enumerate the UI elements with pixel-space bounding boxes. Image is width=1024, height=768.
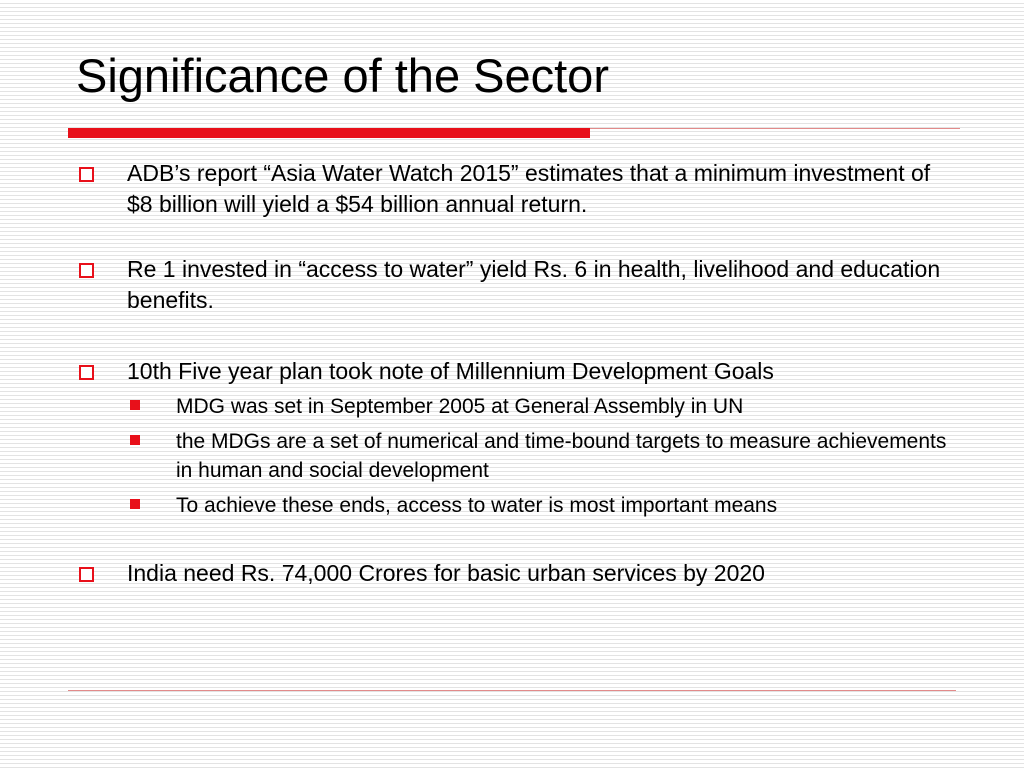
sub-bullet-text: the MDGs are a set of numerical and time-bound targets to measure achievements in human and social development	[176, 430, 947, 482]
bullet-item	[76, 558, 956, 589]
sub-bullet-text: To achieve these ends, access to water is most important means	[176, 494, 778, 517]
hollow-square-icon	[79, 567, 94, 582]
filled-square-icon	[130, 499, 140, 509]
hollow-square-icon	[79, 365, 94, 380]
bullet-text: ADB’s report “Asia Water Watch 2015” estimates that a minimum investment of $8 billion will yield a $54 billion annual return.	[127, 160, 931, 217]
bullet-text: Re 1 invested in “access to water” yield Rs. 6 in health, livelihood and education benefits.	[127, 256, 941, 313]
slide-content	[76, 158, 956, 589]
bullet-item	[76, 158, 956, 220]
hollow-square-icon	[79, 167, 94, 182]
title-underline-thick	[68, 128, 590, 138]
sub-bullet-item	[76, 427, 956, 485]
bullet-text: India need Rs. 74,000 Crores for basic urban services by 2020	[127, 560, 765, 586]
title-underline-thin	[590, 128, 960, 129]
filled-square-icon	[130, 400, 140, 410]
sub-bullet-item	[76, 491, 956, 520]
slide-title: Significance of the Sector	[76, 49, 609, 102]
bullet-item	[76, 356, 956, 387]
filled-square-icon	[130, 435, 140, 445]
footer-divider	[68, 690, 956, 691]
sub-bullet-item	[76, 392, 956, 421]
hollow-square-icon	[79, 263, 94, 278]
bullet-item	[76, 254, 956, 316]
sub-bullet-list	[76, 392, 956, 520]
sub-bullet-text: MDG was set in September 2005 at General Assembly in UN	[176, 395, 744, 418]
bullet-text: 10th Five year plan took note of Millennium Development Goals	[127, 358, 774, 384]
